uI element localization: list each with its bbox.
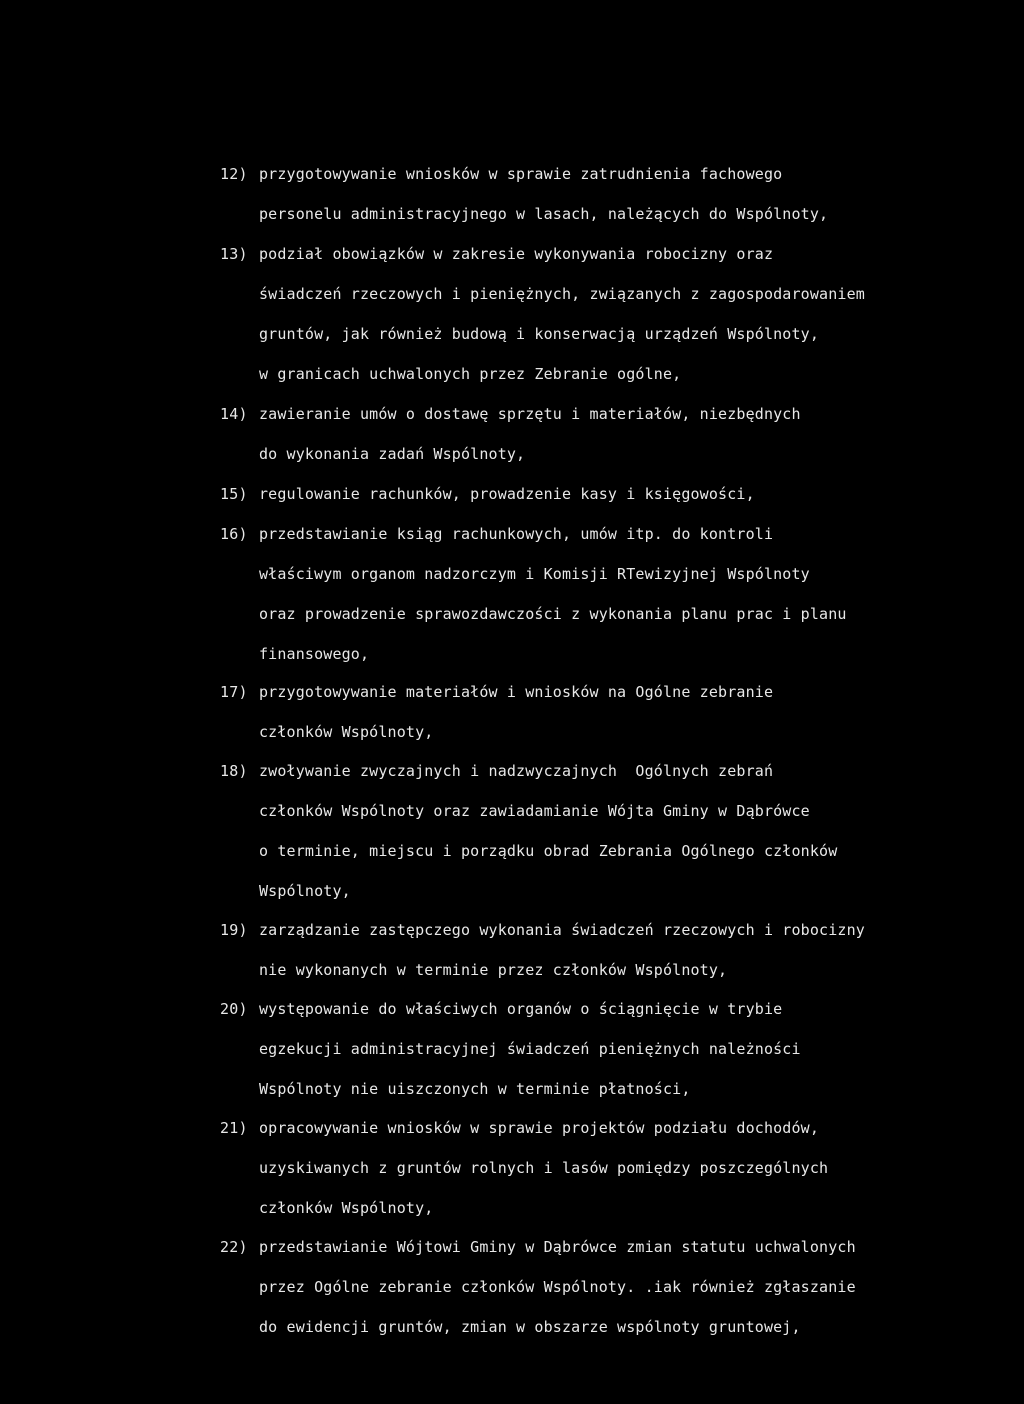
item-text-line: o terminie, miejscu i porządku obrad Zebrania Ogólnego członków <box>259 842 838 860</box>
item-text-line: do wykonania zadań Wspólnoty, <box>259 445 526 463</box>
item-number: 17) <box>220 683 248 701</box>
item-number: 12) <box>220 165 248 183</box>
item-number: 18) <box>220 762 248 780</box>
item-text-line: gruntów, jak również budową i konserwacją urządzeń Wspólnoty, <box>259 325 820 343</box>
item-text-line: Wspólnoty, <box>259 882 351 900</box>
item-text-line: w granicach uchwalonych przez Zebranie ogólne, <box>259 365 682 383</box>
item-number: 22) <box>220 1238 248 1256</box>
item-text-line: Wspólnoty nie uiszczonych w terminie płatności, <box>259 1080 691 1098</box>
item-number: 14) <box>220 405 248 423</box>
item-text-line: przez Ogólne zebranie członków Wspólnoty. .iak również zgłaszanie <box>259 1278 856 1296</box>
item-number: 21) <box>220 1119 248 1137</box>
item-text-line: przygotowywanie wniosków w sprawie zatrudnienia fachowego <box>259 165 783 183</box>
item-text-line: personelu administracyjnego w lasach, należących do Wspólnoty, <box>259 205 829 223</box>
item-text-line: właściwym organom nadzorczym i Komisji RTewizyjnej Wspólnoty <box>259 565 810 583</box>
item-text-line: oraz prowadzenie sprawozdawczości z wykonania planu prac i planu <box>259 605 847 623</box>
item-text-line: przedstawianie ksiąg rachunkowych, umów itp. do kontroli <box>259 525 774 543</box>
item-text-line: występowanie do właściwych organów o ściągnięcie w trybie <box>259 1000 783 1018</box>
item-number: 13) <box>220 245 248 263</box>
item-text-line: przygotowywanie materiałów i wniosków na Ogólne zebranie <box>259 683 774 701</box>
item-text-line: podział obowiązków w zakresie wykonywania robocizny oraz <box>259 245 774 263</box>
item-text-line: członków Wspólnoty oraz zawiadamianie Wójta Gminy w Dąbrówce <box>259 802 810 820</box>
item-number: 20) <box>220 1000 248 1018</box>
item-text-line: opracowywanie wniosków w sprawie projektów podziału dochodów, <box>259 1119 820 1137</box>
item-number: 15) <box>220 485 248 503</box>
item-number: 16) <box>220 525 248 543</box>
item-text-line: regulowanie rachunków, prowadzenie kasy i księgowości, <box>259 485 755 503</box>
item-text-line: świadczeń rzeczowych i pieniężnych, związanych z zagospodarowaniem <box>259 285 865 303</box>
item-text-line: zarządzanie zastępczego wykonania świadczeń rzeczowych i robocizny <box>259 921 865 939</box>
item-text-line: do ewidencji gruntów, zmian w obszarze wspólnoty gruntowej, <box>259 1318 801 1336</box>
item-text-line: zawieranie umów o dostawę sprzętu i materiałów, niezbędnych <box>259 405 801 423</box>
item-text-line: uzyskiwanych z gruntów rolnych i lasów pomiędzy poszczególnych <box>259 1159 829 1177</box>
item-text-line: członków Wspólnoty, <box>259 1199 434 1217</box>
item-text-line: członków Wspólnoty, <box>259 723 434 741</box>
item-number: 19) <box>220 921 248 939</box>
item-text-line: nie wykonanych w terminie przez członków Wspólnoty, <box>259 961 728 979</box>
item-text-line: zwoływanie zwyczajnych i nadzwyczajnych Ogólnych zebrań <box>259 762 774 780</box>
item-text-line: egzekucji administracyjnej świadczeń pieniężnych należności <box>259 1040 801 1058</box>
item-text-line: przedstawianie Wójtowi Gminy w Dąbrówce zmian statutu uchwalonych <box>259 1238 856 1256</box>
item-text-line: finansowego, <box>259 645 370 663</box>
